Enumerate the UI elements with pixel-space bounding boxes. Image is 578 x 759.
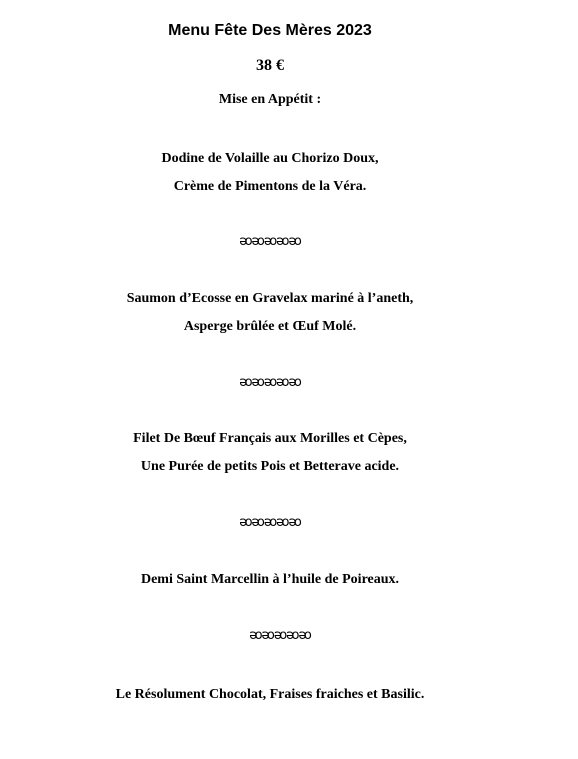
course-3-line-1: Filet De Bœuf Français aux Morilles et Cèpes, <box>133 431 407 446</box>
course-2-line-2: Asperge brûlée et Œuf Molé. <box>183 319 357 334</box>
course-3-line-2: Une Purée de petits Pois et Betterave acide. <box>140 459 400 474</box>
course-1-line-1: Dodine de Volaille au Chorizo Doux, <box>161 151 379 166</box>
menu-title: Menu Fête Des Mères 2023 <box>168 22 372 39</box>
menu-price: 38 € <box>256 57 284 74</box>
course-1-line-2: Crème de Pimentons de la Véra. <box>173 179 367 194</box>
appetizer-heading: Mise en Appétit : <box>218 92 322 107</box>
course-5-line-1: Le Résolument Chocolat, Fraises fraiches et Basilic. <box>115 687 425 702</box>
course-4-line-1: Demi Saint Marcellin à l’huile de Poireaux. <box>140 572 400 587</box>
course-2-line-1: Saumon d’Ecosse en Gravelax mariné à l’aneth, <box>126 291 414 306</box>
ornament-divider-1: ᴔᴔᴔᴔᴔ <box>239 234 301 249</box>
ornament-divider-2: ᴔᴔᴔᴔᴔ <box>239 375 301 390</box>
ornament-divider-4: ᴔᴔᴔᴔᴔ <box>249 628 311 643</box>
ornament-divider-3: ᴔᴔᴔᴔᴔ <box>239 515 301 530</box>
